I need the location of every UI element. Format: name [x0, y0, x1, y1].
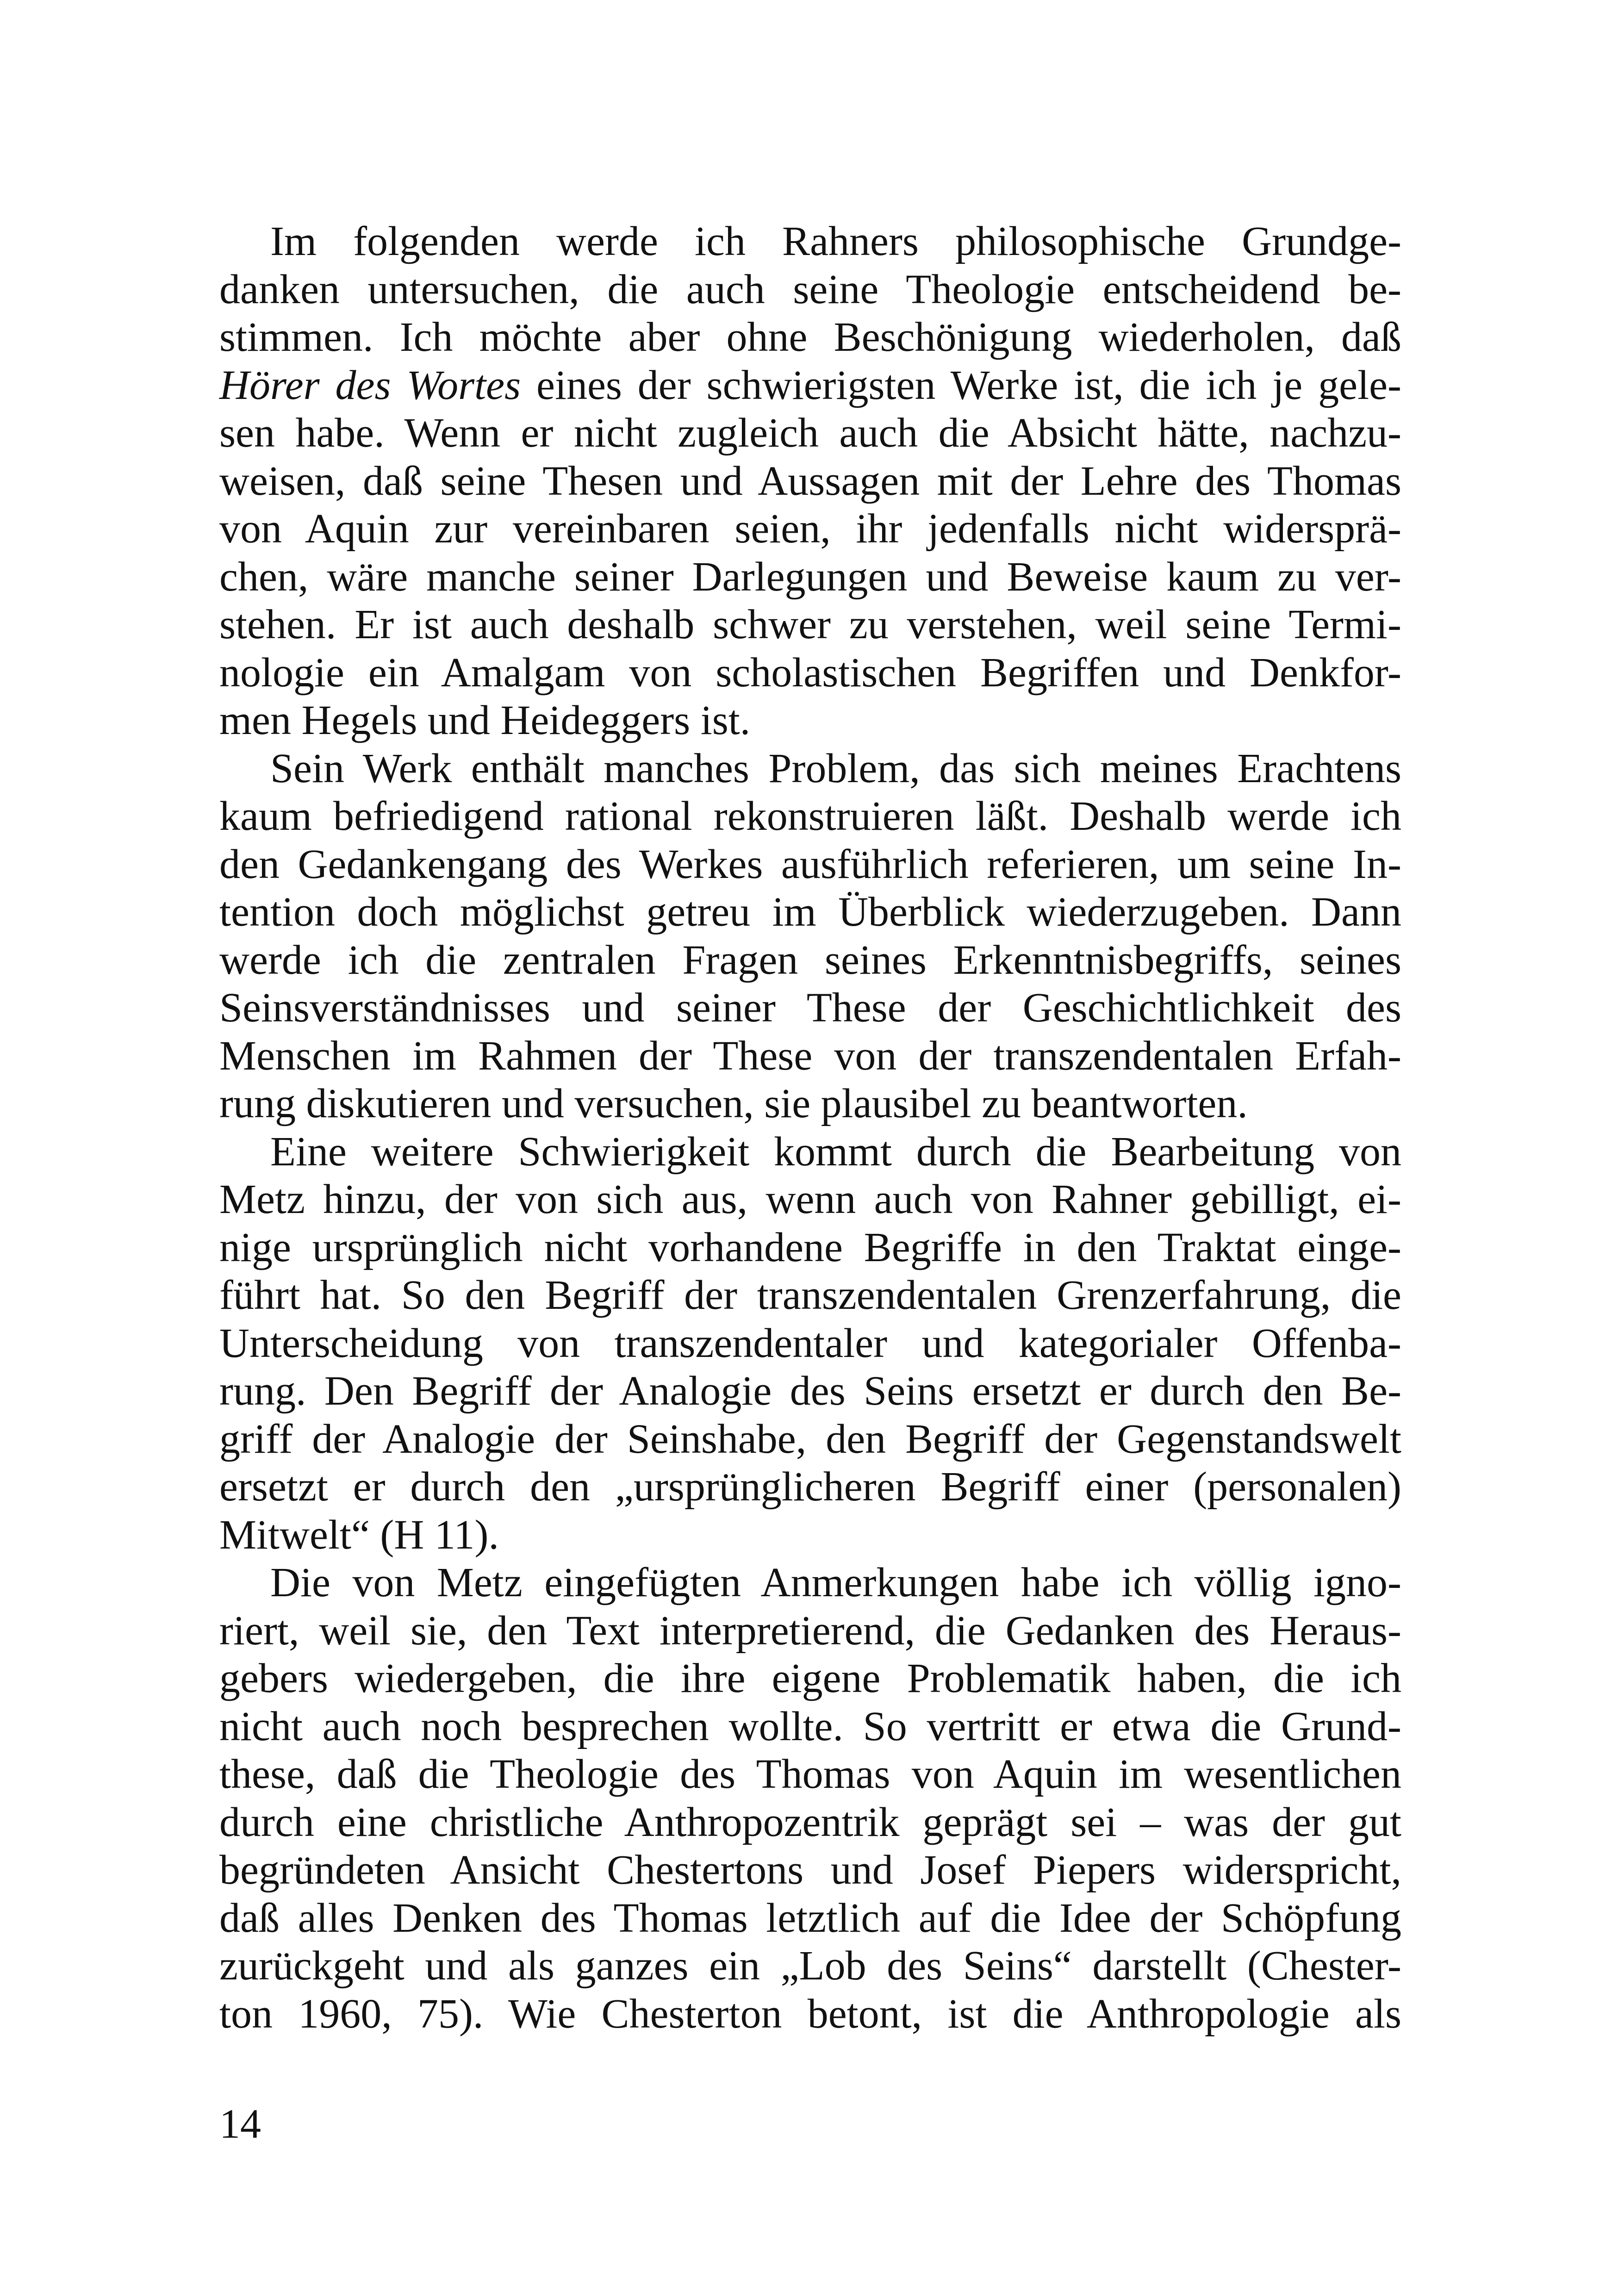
text-line: griff der Analogie der Seinshabe, den Begriff der Gegenstandswelt [219, 1416, 1401, 1462]
text-line: sen habe. Wenn er nicht zugleich auch die Absicht hätte, nachzu- [219, 410, 1401, 456]
text-line: men Hegels und Heideggers ist. [219, 697, 751, 743]
text-line: den Gedankengang des Werkes ausführlich referieren, um seine In- [219, 841, 1401, 887]
text-line: Die von Metz eingefügten Anmerkungen habe ich völlig igno- [270, 1560, 1401, 1605]
text-line: ton 1960, 75). Wie Chesterton betont, ist die Anthropologie als [219, 1991, 1401, 2037]
text-line: weisen, daß seine Thesen und Aussagen mit der Lehre des Thomas [219, 458, 1401, 504]
text-line: Eine weitere Schwierigkeit kommt durch die Bearbeitung von [270, 1128, 1401, 1175]
text-line: Metz hinzu, der von sich aus, wenn auch von Rahner gebilligt, ei- [219, 1176, 1401, 1222]
text-line: ersetzt er durch den „ursprünglicheren Begriff einer (personalen) [219, 1464, 1401, 1510]
text-line: rung diskutieren und versuchen, sie plausibel zu beantworten. [219, 1081, 1248, 1126]
paragraph [219, 1559, 1401, 2038]
text-line: Sein Werk enthält manches Problem, das sich meines Erachtens [270, 745, 1401, 791]
text-line: führt hat. So den Begriff der transzendentalen Grenzerfahrung, die [219, 1272, 1401, 1318]
text-line: these, daß die Theologie des Thomas von Aquin im wesentlichen [219, 1751, 1401, 1797]
text-line: kaum befriedigend rational rekonstruieren läßt. Deshalb werde ich [219, 793, 1401, 839]
text-line: begründeten Ansicht Chestertons und Josef Piepers widerspricht, [219, 1847, 1401, 1893]
text-line: Seinsverständnisses und seiner These der Geschichtlichkeit des [219, 985, 1401, 1031]
text-line: rung. Den Begriff der Analogie des Seins ersetzt er durch den Be- [219, 1368, 1401, 1414]
text-line: danken untersuchen, die auch seine Theologie entscheidend be- [219, 266, 1401, 312]
text-line: werde ich die zentralen Fragen seines Erkenntnisbegriffs, seines [219, 937, 1401, 983]
text-line: daß alles Denken des Thomas letztlich auf die Idee der Schöpfung [219, 1895, 1401, 1941]
text-line: stimmen. Ich möchte aber ohne Beschönigung wiederholen, daß [219, 314, 1401, 360]
text-line: Im folgenden werde ich Rahners philosophische Grundge- [270, 218, 1401, 264]
text-line: riert, weil sie, den Text interpretierend, die Gedanken des Heraus- [219, 1607, 1401, 1654]
paragraph [219, 218, 1401, 745]
text-line: gebers wiedergeben, die ihre eigene Problematik haben, die ich [219, 1655, 1401, 1701]
text-line: Unterscheidung von transzendentaler und kategorialer Offenba- [219, 1320, 1401, 1366]
text-line: Menschen im Rahmen der These von der transzendentalen Erfah- [219, 1033, 1401, 1079]
text-line: tention doch möglichst getreu im Überblick wiederzugeben. Dann [219, 889, 1401, 935]
text-line: nicht auch noch besprechen wollte. So vertritt er etwa die Grund- [219, 1703, 1401, 1749]
text-line: stehen. Er ist auch deshalb schwer zu verstehen, weil seine Termi- [219, 602, 1401, 647]
paragraph [219, 745, 1401, 1128]
text-line: nige ursprünglich nicht vorhandene Begriffe in den Traktat einge- [219, 1224, 1401, 1270]
text-line: von Aquin zur vereinbaren seien, ihr jedenfalls nicht widersprä- [219, 506, 1401, 552]
text-line: zurückgeht und als ganzes ein „Lob des Seins“ darstellt (Chester- [219, 1943, 1401, 1989]
text-line [219, 361, 1401, 410]
italic-title: Hörer des Wortes [219, 362, 521, 408]
text-line: durch eine christliche Anthropozentrik geprägt sei – was der gut [219, 1799, 1401, 1845]
body-text [219, 218, 1401, 2038]
text-line: nologie ein Amalgam von scholastischen Begriffen und Denkfor- [219, 649, 1401, 696]
text-line: chen, wäre manche seiner Darlegungen und Beweise kaum zu ver- [219, 554, 1401, 600]
paragraph [219, 1128, 1401, 1559]
text-line: Mitwelt“ (H 11). [219, 1512, 499, 1558]
page-number: 14 [219, 2101, 261, 2147]
text-line-rest: eines der schwierigsten Werke ist, die ich je gele- [521, 362, 1401, 408]
